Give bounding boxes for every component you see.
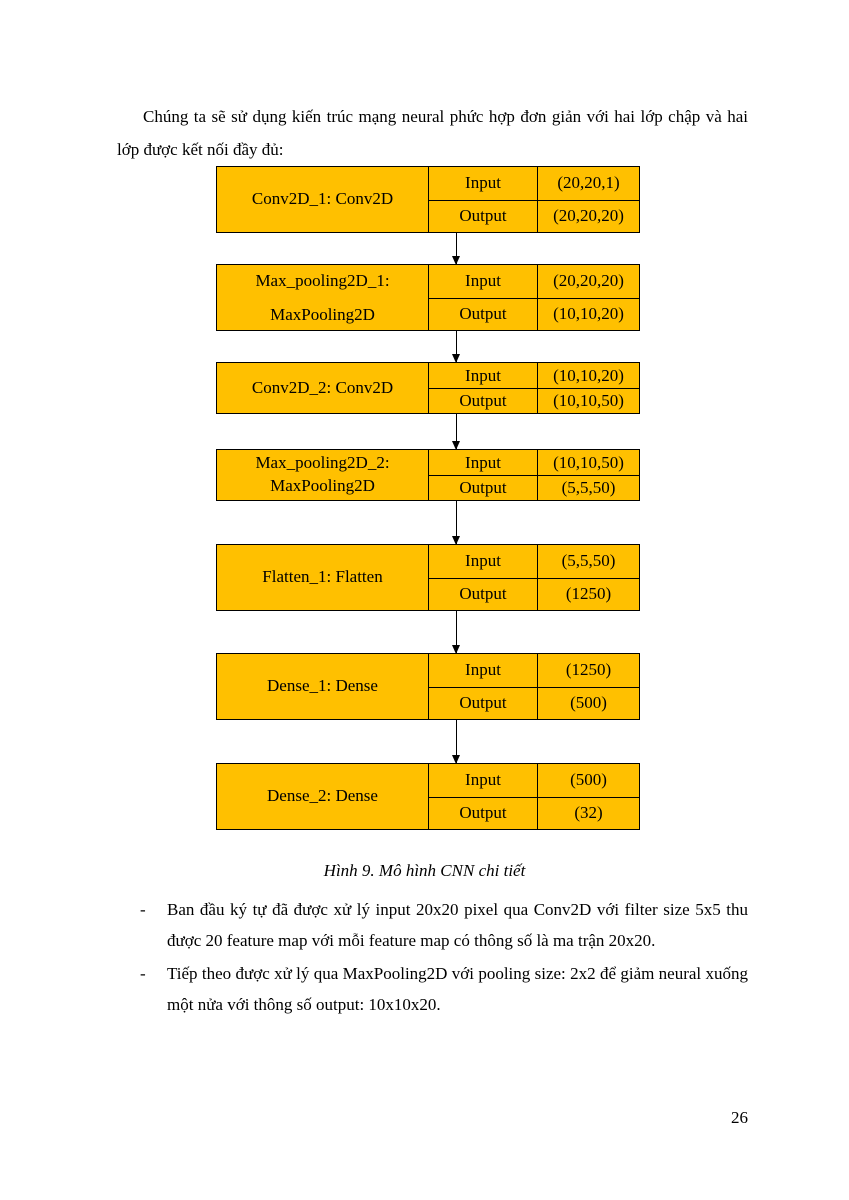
- input-label: Input: [429, 265, 538, 298]
- layer-box-dense-1: [216, 653, 640, 720]
- output-label: Output: [429, 797, 538, 830]
- input-label: Input: [429, 764, 538, 797]
- layer-name: [217, 363, 429, 413]
- bullet-text: Ban đầu ký tự đã được xử lý input 20x20 pixel qua Conv2D với filter size 5x5 thu được 20 feature map với mỗi feature map có thông số là ma trận 20x20.: [167, 900, 748, 950]
- layer-name: [217, 450, 429, 500]
- output-label: Output: [429, 578, 538, 611]
- layer-name-line: MaxPooling2D: [270, 476, 375, 495]
- bullet-marker: -: [140, 964, 146, 983]
- input-label: Input: [429, 167, 538, 200]
- layer-name: [217, 545, 429, 610]
- layer-box-maxpool-2: [216, 449, 640, 501]
- output-shape: (500): [570, 692, 607, 712]
- layer-name: [217, 167, 429, 232]
- output-label: Output: [429, 388, 538, 413]
- layer-box-dense-2: [216, 763, 640, 830]
- input-label: Input: [429, 363, 538, 388]
- bullet-list: [140, 894, 748, 1022]
- intro-paragraph: Chúng ta sẽ sử dụng kiến trúc mạng neural phức hợp đơn giản với hai lớp chập và hai lớp được kết nối đầy đủ:: [117, 107, 748, 159]
- layer-box-conv2d-2: [216, 362, 640, 414]
- list-item: [140, 894, 748, 956]
- output-label: Output: [429, 200, 538, 233]
- layer-name-line: Conv2D_1: Conv2D: [251, 189, 394, 209]
- output-label: Output: [429, 298, 538, 331]
- figure-caption: Hình 9. Mô hình CNN chi tiết: [323, 861, 526, 880]
- layer-box-maxpool-1: [216, 264, 640, 331]
- flow-arrow: [456, 720, 457, 763]
- input-shape: (1250): [565, 660, 612, 680]
- input-label: Input: [429, 545, 538, 578]
- output-shape: (20,20,20): [553, 205, 624, 225]
- flow-arrow: [456, 331, 457, 362]
- flow-arrow: [456, 611, 457, 653]
- input-shape: (10,10,20): [553, 365, 624, 385]
- output-shape: (32): [574, 802, 603, 822]
- input-label: Input: [429, 450, 538, 475]
- layer-name-line: MaxPooling2D: [270, 304, 375, 324]
- input-label: Input: [429, 654, 538, 687]
- layer-box-flatten-1: [216, 544, 640, 611]
- layer-name-line: Max_pooling2D_1:: [255, 270, 390, 290]
- list-item: [140, 958, 748, 1020]
- input-shape: (20,20,1): [557, 173, 620, 193]
- input-shape: (5,5,50): [561, 551, 616, 571]
- layer-name-line: Max_pooling2D_2:: [255, 453, 390, 473]
- output-label: Output: [429, 687, 538, 720]
- layer-box-conv2d-1: [216, 166, 640, 233]
- layer-name-line: Conv2D_2: Conv2D: [251, 377, 394, 397]
- input-shape: (500): [570, 770, 607, 790]
- flow-arrow: [456, 233, 457, 264]
- layer-name-line: Flatten_1: Flatten: [262, 567, 383, 587]
- flow-arrow: [456, 414, 457, 449]
- bullet-marker: -: [140, 900, 146, 919]
- output-shape: (5,5,50): [561, 477, 616, 497]
- layer-name-line: Dense_2: Dense: [267, 786, 378, 806]
- layer-name-line: Dense_1: Dense: [267, 676, 378, 696]
- layer-name: [217, 764, 429, 829]
- bullet-text: Tiếp theo được xử lý qua MaxPooling2D với pooling size: 2x2 để giảm neural xuống một nửa với thông số output: 10x10x20.: [167, 964, 748, 1014]
- output-label: Output: [429, 475, 538, 500]
- page-number: 26: [731, 1108, 748, 1127]
- layer-name: [217, 654, 429, 719]
- output-shape: (10,10,50): [553, 390, 624, 410]
- input-shape: (10,10,50): [553, 452, 624, 472]
- layer-name: [217, 265, 429, 330]
- input-shape: (20,20,20): [553, 271, 624, 291]
- flow-arrow: [456, 501, 457, 544]
- output-shape: (10,10,20): [553, 303, 624, 323]
- output-shape: (1250): [565, 583, 612, 603]
